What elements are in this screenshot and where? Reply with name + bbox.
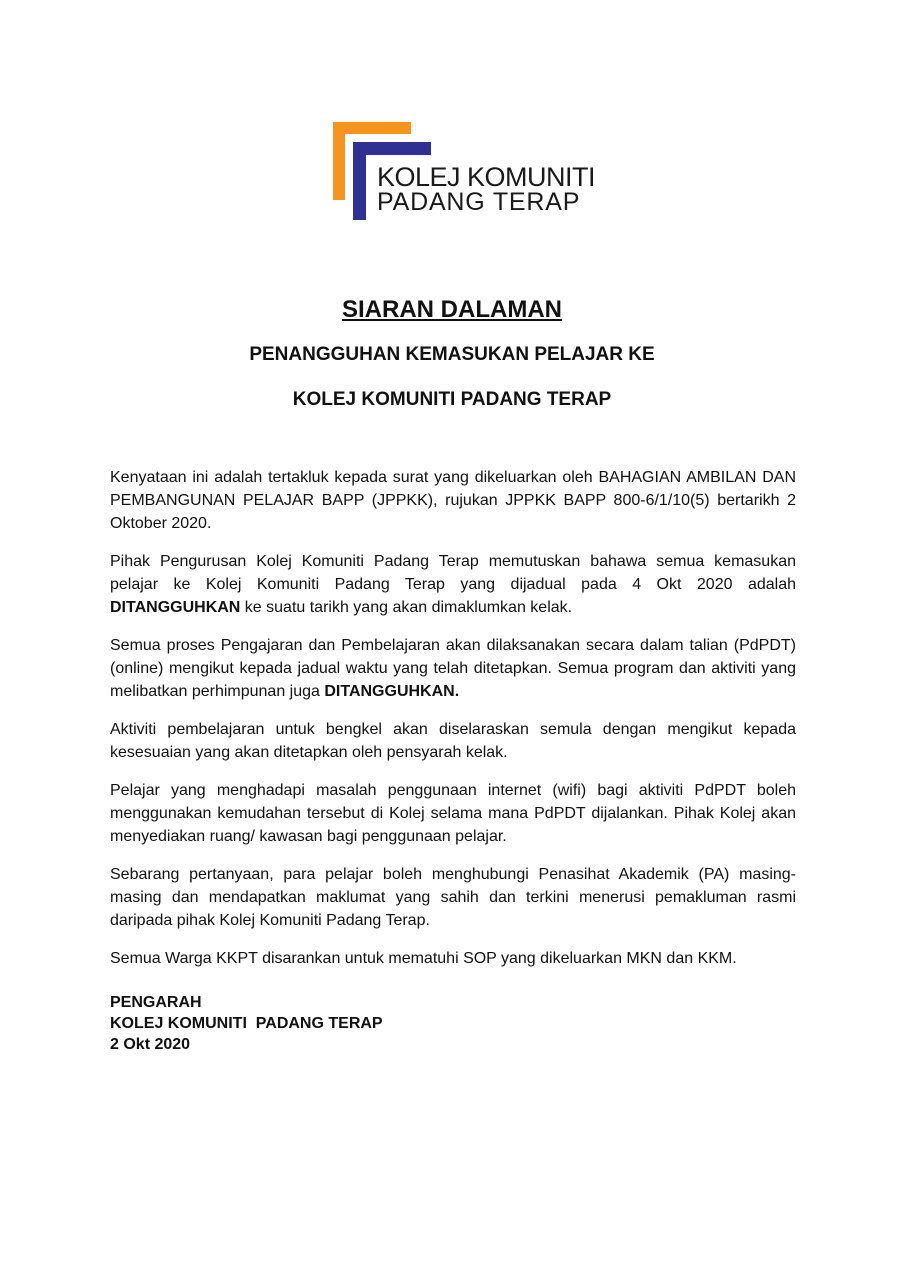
college-logo — [333, 122, 596, 222]
paragraph-3-emphasis: DITANGGUHKAN. — [324, 683, 460, 700]
signature-title: PENGARAH — [110, 994, 202, 1011]
document-body — [110, 466, 796, 1055]
paragraph-3-text: Semua proses Pengajaran dan Pembelajaran akan dilaksanakan secara dalam talian (PdPDT) (online) mengikut kepada jadual waktu yang telah ditetapkan. Semua program dan aktiviti yang melibatkan perhimpunan juga — [110, 637, 796, 700]
paragraph-2-emphasis: DITANGGUHKAN — [110, 599, 241, 616]
paragraph-2 — [110, 550, 796, 619]
logo-text-line1: KOLEJ KOMUNITI — [377, 162, 596, 192]
paragraph-7: Semua Warga KKPT disarankan untuk mematuhi SOP yang dikeluarkan MKN dan KKM. — [110, 950, 737, 967]
subtitle-line2: KOLEJ KOMUNITI PADANG TERAP — [292, 389, 612, 410]
signature-institution: KOLEJ KOMUNITI PADANG TERAP — [110, 1015, 383, 1032]
paragraph-3 — [110, 634, 796, 703]
signature-date: 2 Okt 2020 — [110, 1036, 191, 1053]
document-title: SIARAN DALAMAN — [342, 296, 562, 323]
paragraph-1: Kenyataan ini adalah tertakluk kepada surat yang dikeluarkan oleh BAHAGIAN AMBILAN DAN PEMBANGUNAN PELAJAR BAPP (JPPKK), rujukan JPPKK BAPP 800-6/1/10(5) bertarikh 2 Oktober 2020. — [110, 469, 796, 532]
signature-block — [110, 992, 796, 1055]
paragraph-5: Pelajar yang menghadapi masalah penggunaan internet (wifi) bagi aktiviti PdPDT boleh menggunakan kemudahan tersebut di Kolej selama mana PdPDT dijalankan. Pihak Kolej akan menyediakan ruang/ kawasan bagi penggunaan pelajar. — [110, 782, 796, 845]
logo-text-line2: PADANG TERAP — [377, 188, 581, 216]
paragraph-2-text: Pihak Pengurusan Kolej Komuniti Padang Terap memutuskan bahawa semua kemasukan pelajar ke Kolej Komuniti Padang Terap yang dijadual pada 4 Okt 2020 adalah — [110, 553, 796, 593]
paragraph-2-text-end: ke suatu tarikh yang akan dimaklumkan kelak. — [240, 599, 573, 616]
paragraph-4: Aktiviti pembelajaran untuk bengkel akan diselaraskan semula dengan mengikut kepada kesesuaian yang akan ditetapkan oleh pensyarah kelak. — [110, 721, 796, 761]
subtitle-line1: PENANGGUHAN KEMASUKAN PELAJAR KE — [249, 344, 655, 365]
paragraph-6: Sebarang pertanyaan, para pelajar boleh menghubungi Penasihat Akademik (PA) masing-masing dan mendapatkan maklumat yang sahih dan terkini menerusi pemakluman rasmi daripada pihak Kolej Komuniti Padang Terap. — [110, 866, 796, 929]
